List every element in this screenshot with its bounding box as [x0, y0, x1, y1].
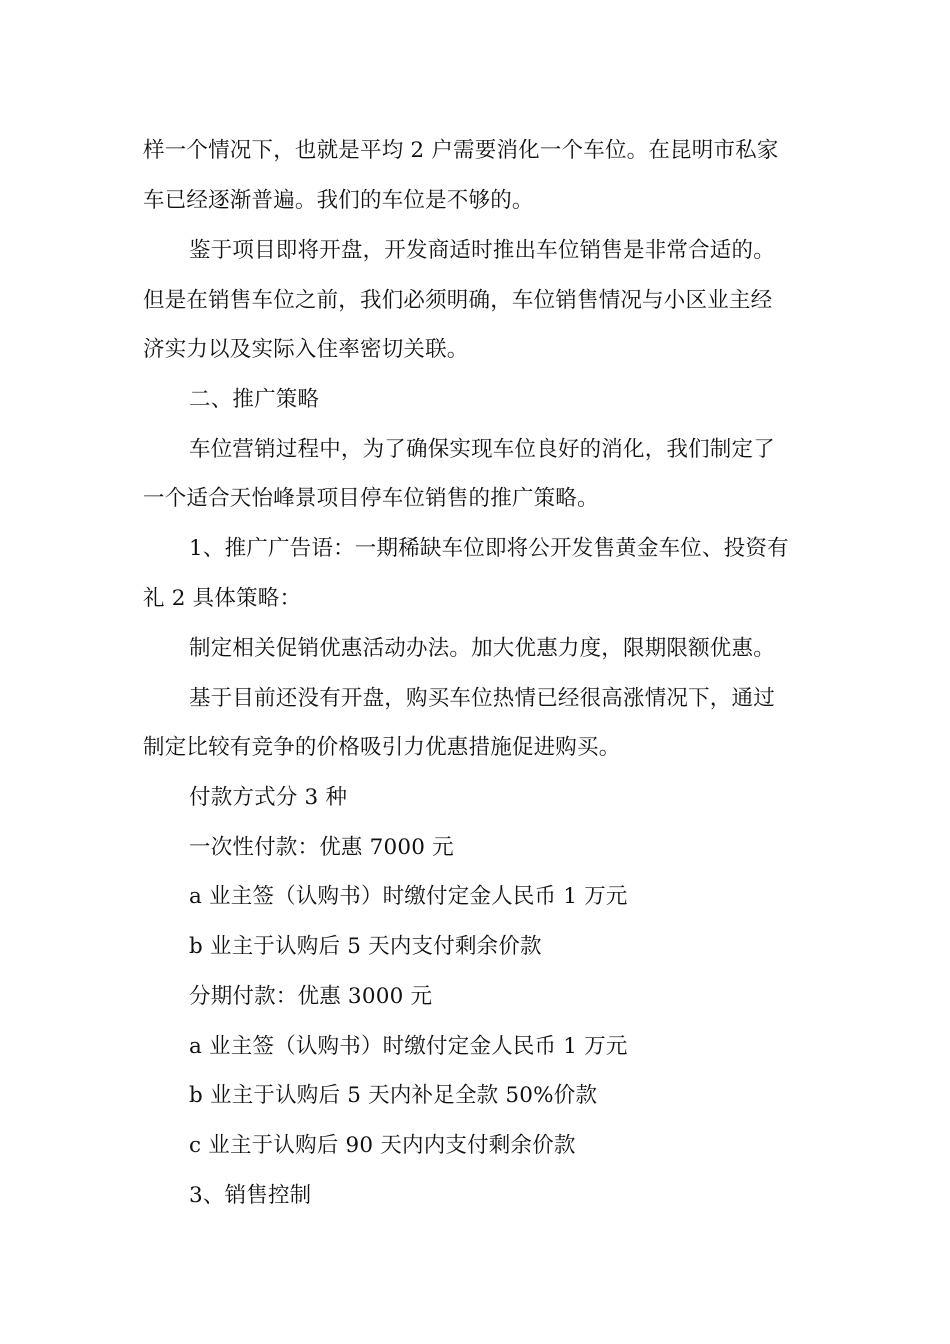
list-item: a 业主签（认购书）时缴付定金人民币 1 万元	[189, 884, 628, 909]
text-line: 车已经逐渐普遍。我们的车位是不够的。	[143, 188, 534, 213]
list-item: b 业主于认购后 5 天内支付剩余价款	[189, 934, 542, 959]
text-line: 济实力以及实际入住率密切关联。	[143, 337, 469, 362]
list-heading: 付款方式分 3 种	[189, 785, 348, 810]
list-item: 一次性付款：优惠 7000 元	[189, 835, 454, 860]
paragraph-start: 鉴于项目即将开盘，开发商适时推出车位销售是非常合适的。	[189, 238, 775, 263]
paragraph-start: 1、推广广告语：一期稀缺车位即将公开发售黄金车位、投资有	[189, 536, 789, 561]
section-heading: 3、销售控制	[189, 1183, 312, 1208]
paragraph-start: 制定相关促销优惠活动办法。加大优惠力度，限期限额优惠。	[189, 636, 775, 661]
text-line: 一个适合天怡峰景项目停车位销售的推广策略。	[143, 486, 599, 511]
list-item: a 业主签（认购书）时缴付定金人民币 1 万元	[189, 1034, 628, 1059]
list-item: 分期付款：优惠 3000 元	[189, 984, 433, 1009]
text-line: 样一个情况下，也就是平均 2 户需要消化一个车位。在昆明市私家	[143, 138, 779, 163]
list-item: b 业主于认购后 5 天内补足全款 50%价款	[189, 1083, 598, 1108]
text-line: 但是在销售车位之前，我们必须明确，车位销售情况与小区业主经	[143, 288, 773, 313]
section-heading: 二、推广策略	[189, 387, 320, 412]
paragraph-start: 基于目前还没有开盘，购买车位热情已经很高涨情况下，通过	[189, 686, 775, 711]
paragraph-start: 车位营销过程中，为了确保实现车位良好的消化，我们制定了	[189, 437, 775, 462]
text-line: 礼 2 具体策略：	[143, 586, 302, 611]
text-line: 制定比较有竞争的价格吸引力优惠措施促进购买。	[143, 735, 621, 760]
list-item: c 业主于认购后 90 天内内支付剩余价款	[189, 1133, 576, 1158]
